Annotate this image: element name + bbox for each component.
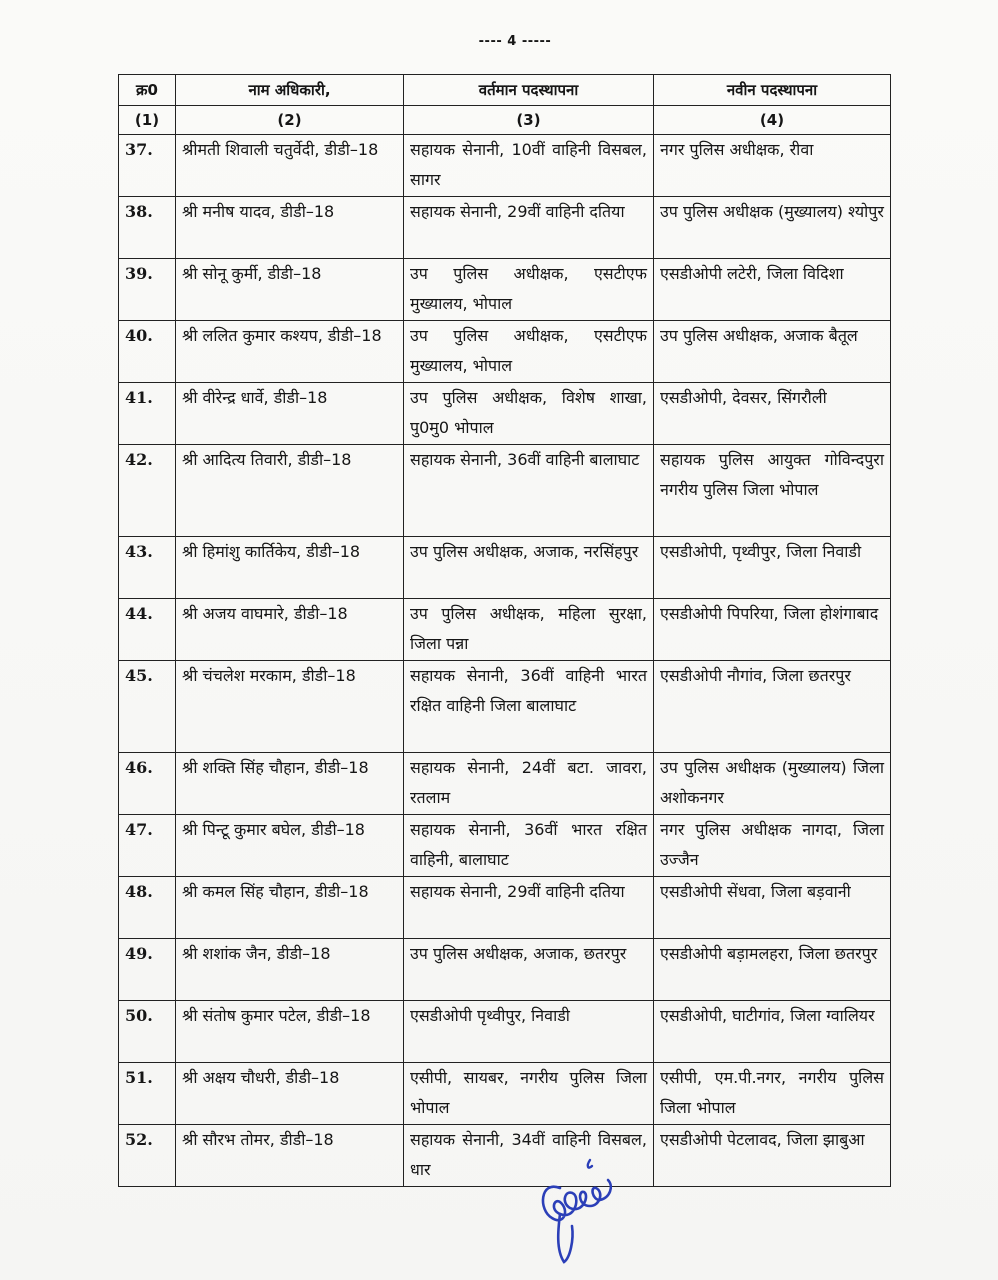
table-row [119, 445, 891, 537]
officer-name: श्री शशांक जैन, डीडी–18 [176, 939, 404, 1001]
serial-number: 39. [119, 259, 176, 321]
current-posting: उप पुलिस अधीक्षक, महिला सुरक्षा, जिला पन्ना [404, 599, 654, 661]
new-posting: नगर पुलिस अधीक्षक नागदा, जिला उज्जैन [654, 815, 891, 877]
column-number: (2) [176, 106, 404, 135]
current-posting: एसीपी, सायबर, नगरीय पुलिस जिला भोपाल [404, 1063, 654, 1125]
current-posting: सहायक सेनानी, 29वीं वाहिनी दतिया [404, 877, 654, 939]
new-posting: एसडीओपी पेटलावद, जिला झाबुआ [654, 1125, 891, 1187]
current-posting: उप पुलिस अधीक्षक, अजाक, छतरपुर [404, 939, 654, 1001]
current-posting: उप पुलिस अधीक्षक, एसटीएफ मुख्यालय, भोपाल [404, 259, 654, 321]
new-posting: एसडीओपी पिपरिया, जिला होशंगाबाद [654, 599, 891, 661]
officer-name: श्री संतोष कुमार पटेल, डीडी–18 [176, 1001, 404, 1063]
serial-number: 45. [119, 661, 176, 753]
new-posting: उप पुलिस अधीक्षक (मुख्यालय) जिला अशोकनगर [654, 753, 891, 815]
table-row [119, 815, 891, 877]
new-posting: उप पुलिस अधीक्षक, अजाक बैतूल [654, 321, 891, 383]
serial-number: 51. [119, 1063, 176, 1125]
current-posting: सहायक सेनानी, 36वीं भारत रक्षित वाहिनी, बालाघाट [404, 815, 654, 877]
table-row [119, 877, 891, 939]
page-number: ---- 4 ----- [478, 34, 552, 49]
officer-name: श्री आदित्य तिवारी, डीडी–18 [176, 445, 404, 537]
header-serial: क्र0 [119, 75, 176, 106]
serial-number: 37. [119, 135, 176, 197]
new-posting: एसीपी, एम.पी.नगर, नगरीय पुलिस जिला भोपाल [654, 1063, 891, 1125]
current-posting: उप पुलिस अधीक्षक, अजाक, नरसिंहपुर [404, 537, 654, 599]
current-posting: सहायक सेनानी, 36वीं वाहिनी बालाघाट [404, 445, 654, 537]
header-row [119, 75, 891, 106]
table-row [119, 135, 891, 197]
officer-name: श्री मनीष यादव, डीडी–18 [176, 197, 404, 259]
header-new-posting: नवीन पदस्थापना [654, 75, 891, 106]
officer-name: श्री अजय वाघमारे, डीडी–18 [176, 599, 404, 661]
table-row [119, 1001, 891, 1063]
column-number: (4) [654, 106, 891, 135]
current-posting: उप पुलिस अधीक्षक, एसटीएफ मुख्यालय, भोपाल [404, 321, 654, 383]
new-posting: सहायक पुलिस आयुक्त गोविन्दपुरा नगरीय पुलिस जिला भोपाल [654, 445, 891, 537]
table-row [119, 1063, 891, 1125]
serial-number: 52. [119, 1125, 176, 1187]
officer-name: श्री हिमांशु कार्तिकेय, डीडी–18 [176, 537, 404, 599]
new-posting: एसडीओपी बड़ामलहरा, जिला छतरपुर [654, 939, 891, 1001]
header-current-posting: वर्तमान पदस्थापना [404, 75, 654, 106]
officer-name: श्री चंचलेश मरकाम, डीडी–18 [176, 661, 404, 753]
serial-number: 44. [119, 599, 176, 661]
officer-name: श्री ललित कुमार कश्यप, डीडी–18 [176, 321, 404, 383]
column-number: (3) [404, 106, 654, 135]
officer-name: श्री सोनू कुर्मी, डीडी–18 [176, 259, 404, 321]
column-number-row [119, 106, 891, 135]
header-officer-name: नाम अधिकारी, [176, 75, 404, 106]
table-row [119, 259, 891, 321]
table-row [119, 661, 891, 753]
serial-number: 50. [119, 1001, 176, 1063]
new-posting: एसडीओपी लटेरी, जिला विदिशा [654, 259, 891, 321]
current-posting: एसडीओपी पृथ्वीपुर, निवाडी [404, 1001, 654, 1063]
current-posting: सहायक सेनानी, 24वीं बटा. जावरा, रतलाम [404, 753, 654, 815]
table-row [119, 599, 891, 661]
table-row [119, 321, 891, 383]
officer-name: श्री वीरेन्द्र धार्वे, डीडी–18 [176, 383, 404, 445]
column-number: (1) [119, 106, 176, 135]
officer-name: श्री पिन्टू कुमार बघेल, डीडी–18 [176, 815, 404, 877]
officer-name: श्री शक्ति सिंह चौहान, डीडी–18 [176, 753, 404, 815]
current-posting: उप पुलिस अधीक्षक, विशेष शाखा, पु0मु0 भोपाल [404, 383, 654, 445]
new-posting: एसडीओपी, देवसर, सिंगरौली [654, 383, 891, 445]
table-row [119, 537, 891, 599]
serial-number: 42. [119, 445, 176, 537]
table-row [119, 939, 891, 1001]
new-posting: एसडीओपी नौगांव, जिला छतरपुर [654, 661, 891, 753]
new-posting: एसडीओपी, पृथ्वीपुर, जिला निवाडी [654, 537, 891, 599]
current-posting: सहायक सेनानी, 36वीं वाहिनी भारत रक्षित वाहिनी जिला बालाघाट [404, 661, 654, 753]
new-posting: नगर पुलिस अधीक्षक, रीवा [654, 135, 891, 197]
officer-name: श्री सौरभ तोमर, डीडी–18 [176, 1125, 404, 1187]
officer-name: श्री कमल सिंह चौहान, डीडी–18 [176, 877, 404, 939]
current-posting: सहायक सेनानी, 34वीं वाहिनी विसबल, धार [404, 1125, 654, 1187]
current-posting: सहायक सेनानी, 10वीं वाहिनी विसबल, सागर [404, 135, 654, 197]
serial-number: 46. [119, 753, 176, 815]
officer-name: श्रीमती शिवाली चतुर्वेदी, डीडी–18 [176, 135, 404, 197]
current-posting: सहायक सेनानी, 29वीं वाहिनी दतिया [404, 197, 654, 259]
table-row [119, 197, 891, 259]
officer-name: श्री अक्षय चौधरी, डीडी–18 [176, 1063, 404, 1125]
table-row [119, 383, 891, 445]
new-posting: एसडीओपी सेंधवा, जिला बड़वानी [654, 877, 891, 939]
serial-number: 41. [119, 383, 176, 445]
serial-number: 43. [119, 537, 176, 599]
serial-number: 48. [119, 877, 176, 939]
handwritten-signature [530, 1140, 620, 1265]
table-row [119, 1125, 891, 1187]
new-posting: एसडीओपी, घाटीगांव, जिला ग्वालियर [654, 1001, 891, 1063]
table-row [119, 753, 891, 815]
serial-number: 47. [119, 815, 176, 877]
serial-number: 38. [119, 197, 176, 259]
new-posting: उप पुलिस अधीक्षक (मुख्यालय) श्योपुर [654, 197, 891, 259]
serial-number: 40. [119, 321, 176, 383]
transfer-table [118, 74, 891, 1187]
serial-number: 49. [119, 939, 176, 1001]
